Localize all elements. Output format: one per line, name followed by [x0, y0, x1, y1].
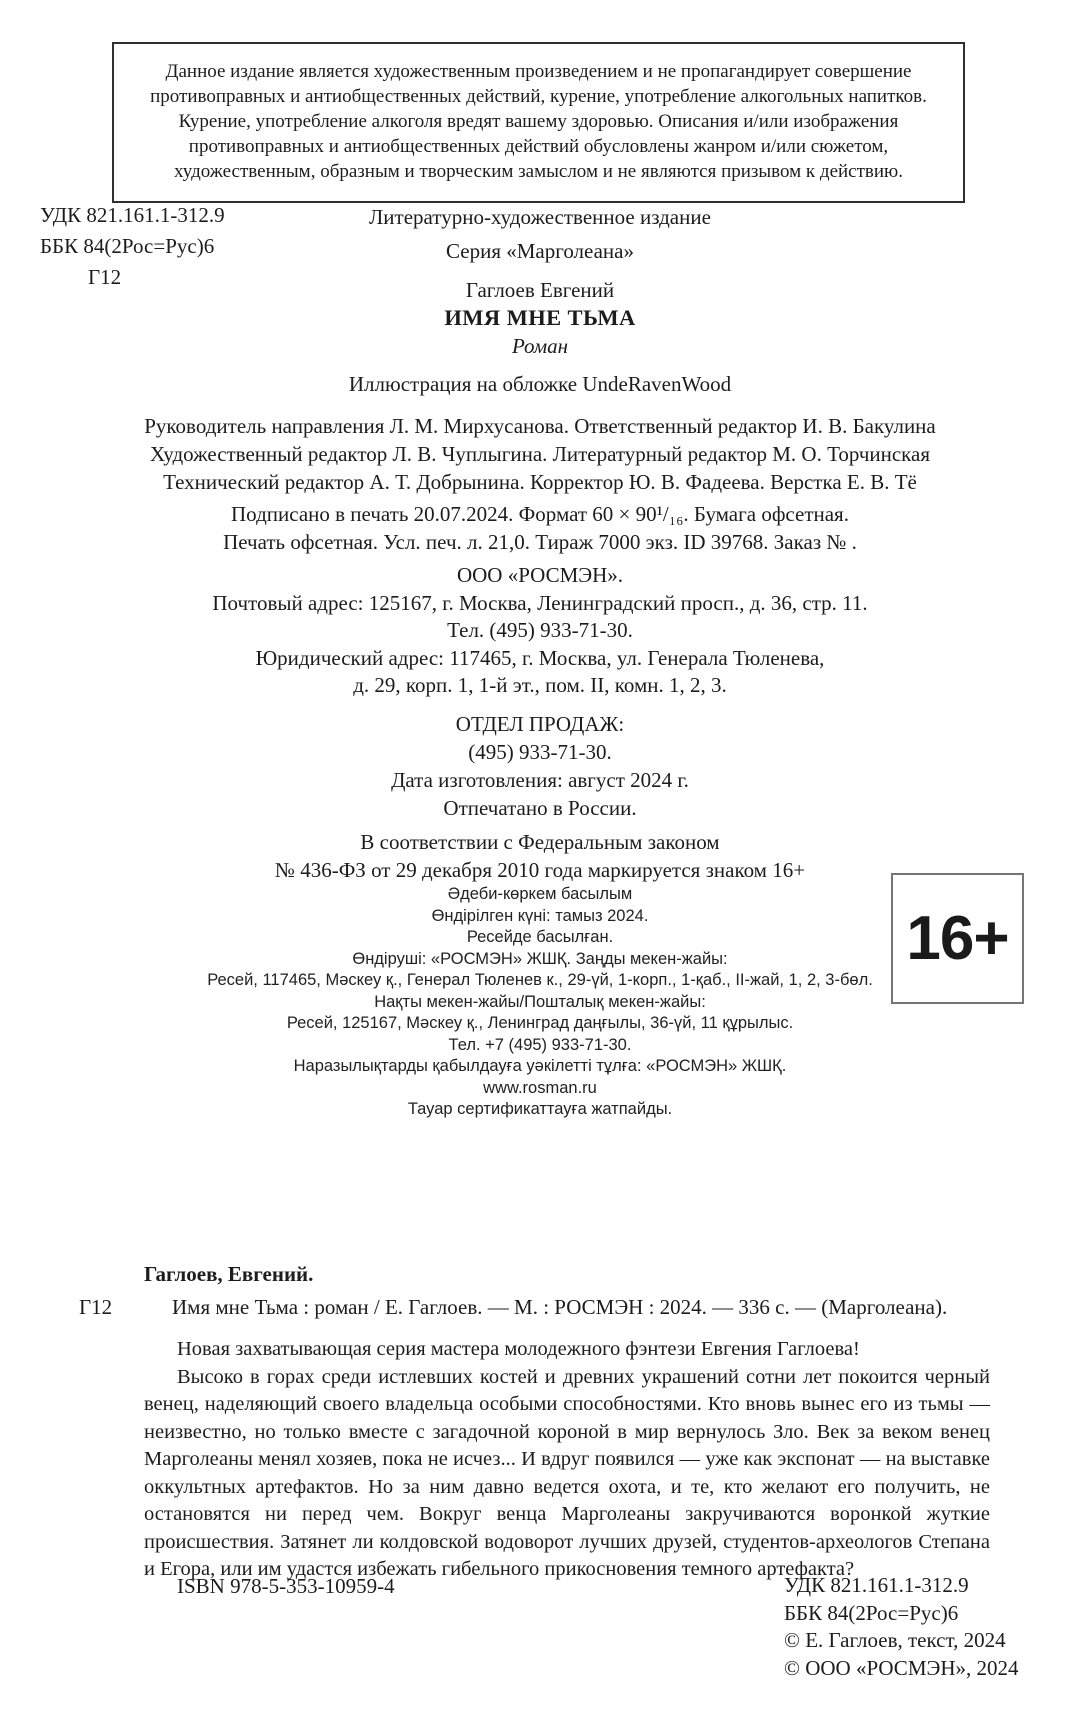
kazakh-imprint-line: Ресей, 117465, Мәскеу қ., Генерал Тюленев к., 29-үй, 1-корп., 1-қаб., II-жай, 1, 2, 3-бөл.: [207, 971, 873, 989]
catalog-author: Гаглоев, Евгений.: [144, 1262, 314, 1286]
author-name: Гаглоев Евгений: [465, 278, 615, 302]
edition-type: Литературно-художественное издание: [369, 205, 711, 229]
publisher-line: Почтовый адрес: 125167, г. Москва, Ленинградский просп., д. 36, стр. 11.: [212, 590, 868, 615]
age-law-line: № 436-ФЗ от 29 декабря 2010 года маркируется знаком 16+: [274, 858, 806, 882]
book-subtitle: Роман: [511, 334, 569, 358]
kazakh-imprint-line: Наразылықтарды қабылдауға уәкілетті тұлға: «РОСМЭН» ЖШҚ.: [293, 1057, 787, 1075]
catalog-card: [0, 1262, 1080, 1320]
catalog-record-row: [0, 1295, 1080, 1320]
annotation-paragraph: Новая захватывающая серия мастера молодежного фэнтези Евгения Гаглоева!: [177, 1338, 860, 1360]
publisher-line: ООО «РОСМЭН».: [456, 563, 624, 587]
staff-line: Руководитель направления Л. М. Мирхусанова. Ответственный редактор И. В. Бакулина: [144, 414, 936, 438]
udk-code: УДК 821.161.1-312.9: [40, 203, 225, 227]
sales-line: ОТДЕЛ ПРОДАЖ:: [455, 712, 625, 736]
kazakh-imprint-line: Нақты мекен-жайы/Пошталық мекен-жайы:: [374, 992, 706, 1011]
kazakh-imprint-line: Әдеби-көркем басылым: [447, 885, 633, 903]
cover-illustration-credit: Иллюстрация на обложке UndeRavenWood: [348, 372, 732, 396]
series-name: Серия «Марголеана»: [446, 239, 634, 263]
kazakh-imprint-line: Тауар сертификаттауға жатпайды.: [407, 1100, 673, 1118]
annotation-block: [144, 1336, 990, 1584]
publisher-line: Юридический адрес: 117465, г. Москва, ул. Генерала Тюленева,: [255, 645, 825, 670]
kazakh-imprint-block: [0, 884, 1080, 1121]
content-warning-line: Данное издание является художественным произведением и не пропагандирует совершение: [165, 61, 912, 82]
content-warning-box: [112, 42, 965, 203]
kazakh-imprint-line: Тел. +7 (495) 933-71-30.: [448, 1035, 632, 1054]
editorial-staff-block: [0, 412, 1080, 496]
content-warning-line: противоправных и антиобщественных действий обусловлены жанром и/или сюжетом,: [188, 136, 889, 157]
print-info-block: [0, 500, 1080, 556]
publisher-line: д. 29, корп. 1, 1-й эт., пом. II, комн. 1, 2, 3.: [353, 673, 727, 697]
kazakh-imprint-line: Өндіруші: «РОСМЭН» ЖШҚ. Заңды мекен-жайы:: [352, 949, 728, 968]
sales-line: (495) 933-71-30.: [468, 740, 612, 764]
publisher-line: Тел. (495) 933-71-30.: [447, 618, 633, 642]
staff-line: Технический редактор А. Т. Добрынина. Корректор Ю. В. Фадеева. Верстка Е. В. Тё: [163, 470, 917, 494]
catalog-record: Имя мне Тьма : роман / Е. Гаглоев. — М. : РОСМЭН : 2024. — 336 с. — (Марголеана).: [172, 1295, 948, 1319]
kazakh-imprint-line: Ресей, 125167, Мәскеу қ., Ленинград даңғылы, 36-үй, 11 құрылыс.: [286, 1014, 794, 1032]
print-info-line: Печать офсетная. Усл. печ. л. 21,0. Тираж 7000 экз. ID 39768. Заказ № .: [223, 530, 857, 554]
copyright-line: ББК 84(2Рос=Рус)6: [784, 1600, 959, 1625]
catalog-code: Г12: [79, 1295, 113, 1319]
print-info-line: Подписано в печать 20.07.2024. Формат 60 × 90¹/₁₆. Бумага офсетная.: [231, 502, 849, 526]
staff-line: Художественный редактор Л. В. Чуплыгина. Литературный редактор М. О. Торчинская: [149, 442, 931, 466]
kazakh-imprint-line: Өндірілген күні: тамыз 2024.: [431, 906, 649, 925]
manufacture-block: [0, 766, 1080, 822]
content-warning-line: Курение, употребление алкоголя вредят вашему здоровью. Описания и/или изображения: [178, 111, 899, 132]
book-title: ИМЯ МНЕ ТЬМА: [444, 305, 636, 330]
edition-header: [0, 200, 1080, 268]
copyright-line: © ООО «РОСМЭН», 2024: [784, 1655, 1019, 1680]
sales-department-block: [0, 710, 1080, 766]
kazakh-imprint-line: www.rosman.ru: [483, 1078, 597, 1097]
age-law-line: В соответствии с Федеральным законом: [360, 830, 720, 854]
copyright-line: © Е. Гаглоев, текст, 2024: [784, 1628, 1006, 1652]
age-rating-badge: 16+: [891, 873, 1024, 1004]
isbn: ISBN 978-5-353-10959-4: [177, 1574, 395, 1598]
copyright-block: [784, 1572, 1019, 1682]
annotation-paragraph: Высоко в горах среди истлевших костей и древних украшений сотни лет покоится черный венец, наделяющий своего владельца особыми способностями. Кто вновь вынес его из тьмы — неизвестно, но только вместе с загадочной короной в мир вернулось Зло. Век за веком венец Марголеаны менял хозяев, пока не исчез... И вдруг появился — уже как экспонат — на выставке оккультных артефактов. Но за ним давно ведется охота, и те, кто желают его получить, не остановятся ни перед чем. Вокруг венца Марголеаны закручиваются воронкой жуткие происшествия. Затянет ли колдовской водоворот лучших друзей, студентов-археологов Степана и Егора, или им удастся избежать гибельного прикосновения темного артефакта?: [144, 1365, 990, 1580]
author-sign-code: Г12: [88, 265, 122, 289]
manufacture-line: Отпечатано в России.: [443, 796, 637, 820]
content-warning-line: противоправных и антиобщественных действий, курение, употребление алкогольных напитков.: [150, 86, 927, 107]
manufacture-line: Дата изготовления: август 2024 г.: [391, 768, 689, 792]
content-warning-line: художественным, образным и творческим замыслом и не являются призывом к действию.: [173, 161, 903, 182]
title-block: [0, 276, 1080, 360]
copyright-line: УДК 821.161.1-312.9: [784, 1573, 969, 1597]
kazakh-imprint-line: Ресейде басылған.: [466, 928, 614, 946]
publisher-block: [0, 562, 1080, 700]
bbk-code: ББК 84(2Рос=Рус)6: [40, 234, 215, 258]
